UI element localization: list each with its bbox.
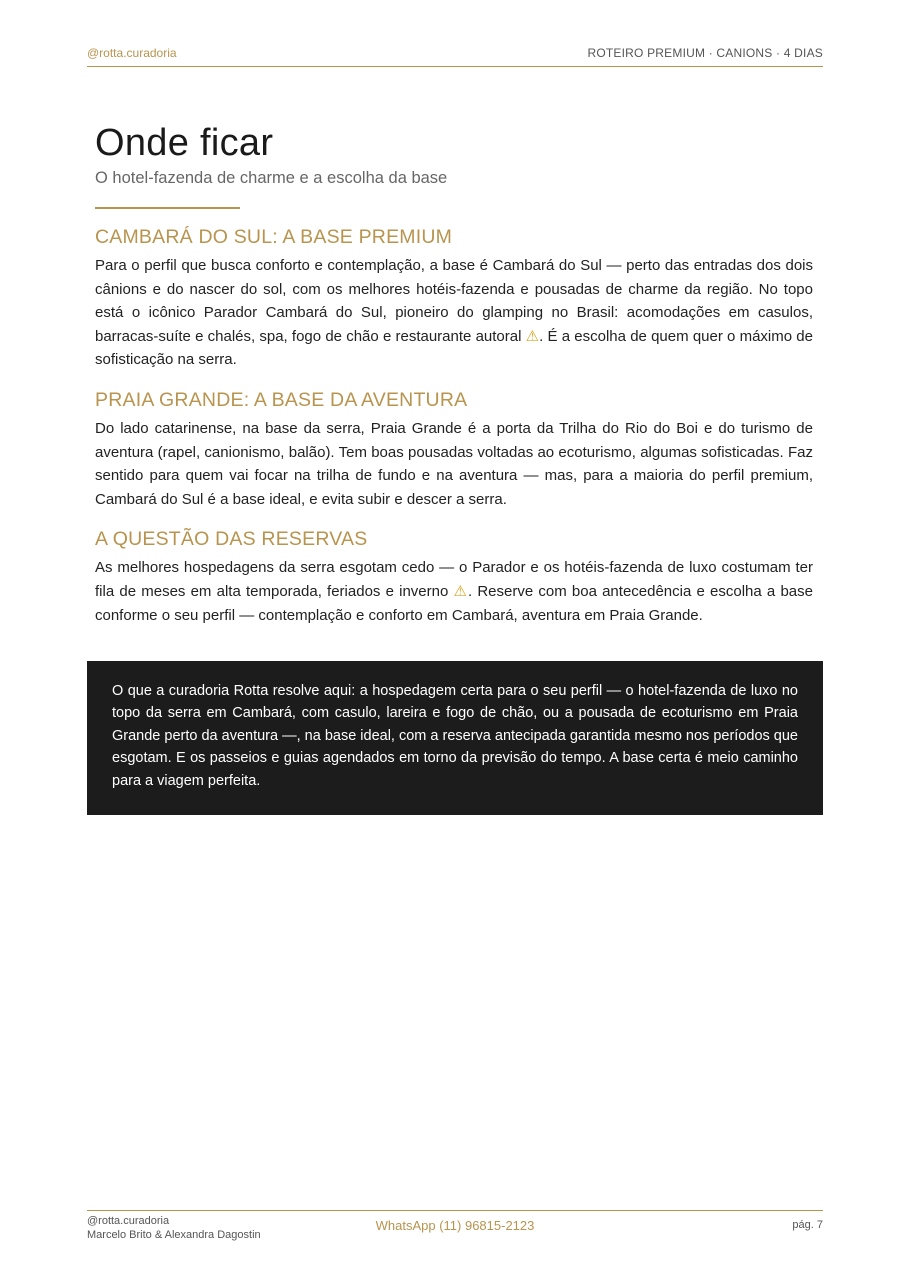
page-header bbox=[87, 44, 823, 67]
section-paragraph bbox=[95, 417, 813, 511]
header-trail: ROTEIRO PREMIUM · CANIONS · 4 DIAS bbox=[587, 46, 823, 60]
page-footer bbox=[87, 1210, 823, 1251]
section-paragraph bbox=[95, 254, 813, 372]
warning-icon: ⚠ bbox=[525, 327, 540, 345]
paragraph-text: . É a escolha de quem quer o máximo de sofisticação na serra. bbox=[95, 327, 813, 369]
curadoria-callout bbox=[87, 661, 823, 815]
callout-text: O que a curadoria Rotta resolve aqui: a hospedagem certa para o seu perfil — o hotel-fazenda de luxo no topo da serra em Cambará, com casulo, lareira e fogo de chão, ou a pousada de ecoturismo em Praia Grande perto da aventura —, na base ideal, com a reserva antecipada garantida mesmo nos períodos que esgotam. E os passeios e guias agendados em torno da previsão do tempo. A base certa é meio caminho para a viagem perfeita. bbox=[112, 683, 798, 789]
page-number: pág. 7 bbox=[792, 1219, 823, 1231]
paragraph-text: As melhores hospedagens da serra esgotam cedo — o Parador e os hotéis-fazenda de luxo costumam ter fila de meses em alta temporada, feriados e inverno bbox=[95, 559, 813, 600]
section-reservas bbox=[95, 528, 813, 627]
title-divider bbox=[95, 207, 240, 209]
page-title: Onde ficar bbox=[95, 122, 274, 164]
main-content bbox=[95, 226, 813, 644]
warning-icon: ⚠ bbox=[453, 582, 468, 600]
footer-authors: Marcelo Brito & Alexandra Dagostin bbox=[87, 1229, 261, 1241]
header-brand: @rotta.curadoria bbox=[87, 46, 177, 60]
section-cambara bbox=[95, 226, 813, 372]
whatsapp-contact: WhatsApp (11) 96815-2123 bbox=[375, 1218, 535, 1233]
paragraph-text: Do lado catarinense, na base da serra, Praia Grande é a porta da Trilha do Rio do Boi e do turismo de aventura (rapel, canionismo, balão). Tem boas pousadas voltadas ao ecoturismo, algumas sofisticadas. Faz sentido para quem vai focar na trilha de fundo e na aventura — mas, para a maioria do perfil premium, Cambará do Sul é a base ideal, e evita subir e descer a serra. bbox=[95, 419, 813, 508]
paragraph-text: . Reserve com boa antecedência e escolha a base conforme o seu perfil — contemplação e conforto em Cambará, aventura em Praia Grande. bbox=[95, 582, 813, 624]
section-heading: A QUESTÃO DAS RESERVAS bbox=[95, 528, 368, 551]
paragraph-text: Para o perfil que busca conforto e contemplação, a base é Cambará do Sul — perto das entradas dos dois cânions e do nascer do sol, com os melhores hotéis-fazenda e pousadas de charme da região. No topo está o icônico Parador Cambará do Sul, pioneiro do glamping no Brasil: acomodações em casulos, barracas-suíte e chalés, spa, fogo de chão e restaurante autoral bbox=[95, 257, 813, 345]
section-praia-grande bbox=[95, 389, 813, 511]
page-subtitle: O hotel-fazenda de charme e a escolha da base bbox=[95, 169, 448, 187]
section-heading: PRAIA GRANDE: A BASE DA AVENTURA bbox=[95, 388, 468, 411]
section-heading: CAMBARÁ DO SUL: A BASE PREMIUM bbox=[95, 226, 453, 248]
section-paragraph bbox=[95, 556, 813, 627]
footer-brand: @rotta.curadoria bbox=[87, 1215, 170, 1227]
